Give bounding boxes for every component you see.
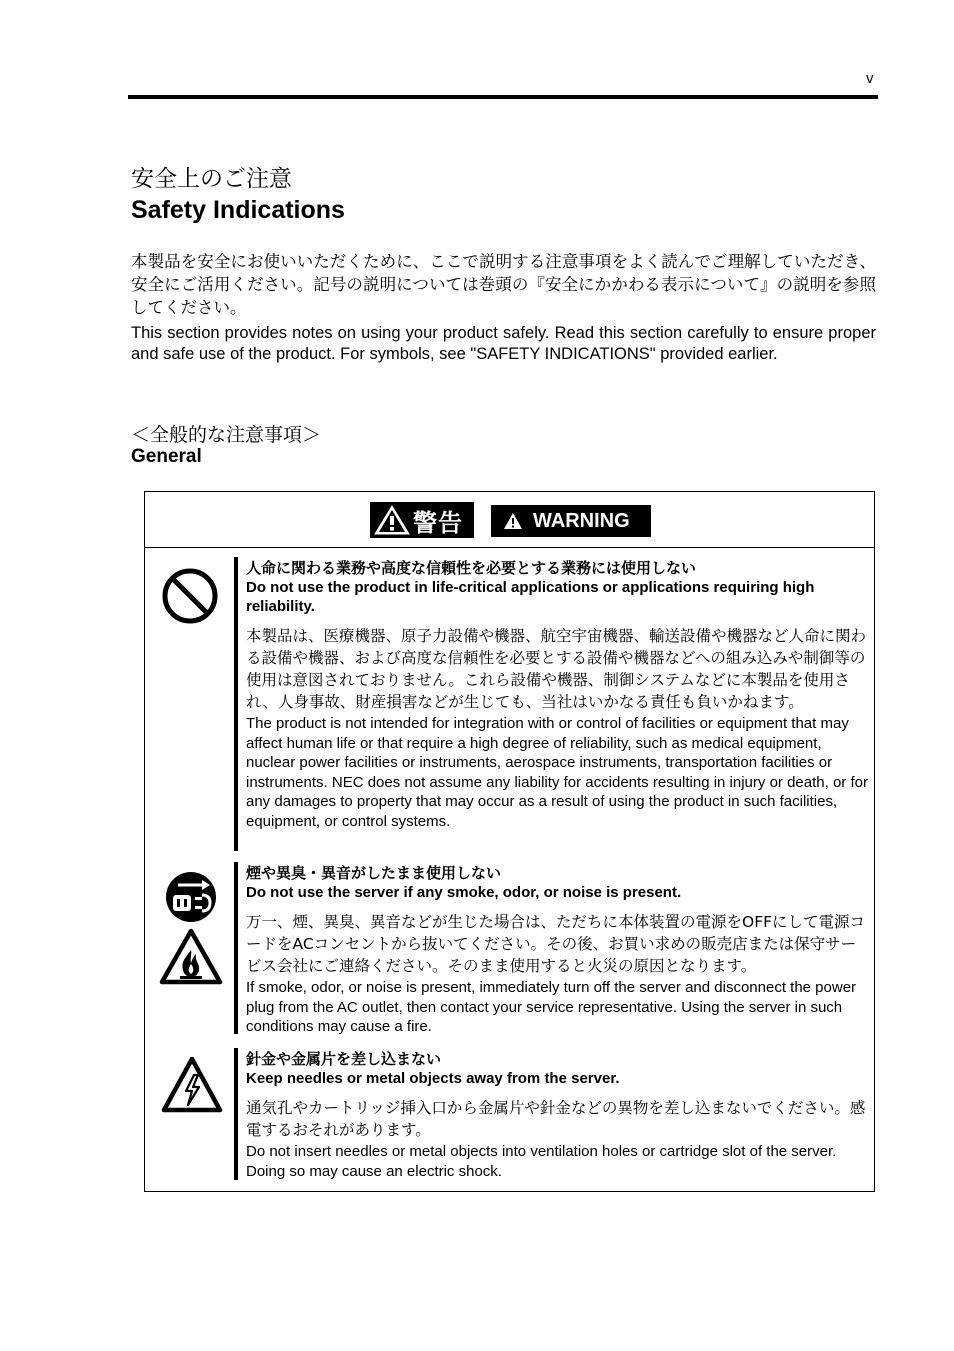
item-title-en: Do not use the server if any smoke, odor, or noise is present. (246, 884, 682, 901)
page-number: v (866, 70, 874, 87)
intro-text-en: This section provides notes on using your product safely. Read this section carefully to ensure proper and safe use of the product. For symbols, see "SAFETY INDICATIONS" provided earlier. (131, 324, 876, 363)
header-rule (128, 95, 878, 99)
item-body-ja: 通気孔やカートリッジ挿入口から金属片や針金などの異物を差し込まないでください。感電するおそれがあります。 (246, 1099, 866, 1139)
item-title-ja: 人命に関わる業務や高度な信頼性を必要とする業務には使用しない (246, 559, 697, 577)
section-heading-en: General (131, 446, 202, 467)
item-bar (234, 1048, 238, 1180)
item-text (246, 559, 868, 831)
warning-box-header (145, 492, 874, 548)
page-title-ja: 安全上のご注意 (131, 166, 292, 192)
item-bar (234, 862, 238, 1034)
item-body-en: Do not insert needles or metal objects into ventilation holes or cartridge slot of the server. Doing so may cause an electric shock. (246, 1143, 837, 1180)
item-body-ja: 万一、煙、異臭、異音などが生じた場合は、ただちに本体装置の電源をOFFにして電源コードをACコンセントから抜いてください。その後、お買い求めの販売店または保守サービス会社にご連絡ください。そのまま使用すると火災の原因となります。 (246, 913, 866, 975)
item-title-en: Keep needles or metal objects away from the server. (246, 1070, 620, 1087)
prohibition-icon (161, 567, 219, 625)
item-text (246, 1050, 868, 1181)
warning-label-en: WARNING (491, 505, 651, 537)
warning-triangle-icon (373, 504, 411, 536)
warning-label-ja: 警告 (370, 502, 474, 538)
item-title-ja: 針金や金属片を差し込まない (246, 1050, 442, 1068)
warning-box (144, 491, 875, 1192)
item-body-en: If smoke, odor, or noise is present, immediately turn off the server and disconnect the power plug from the AC outlet, then contact your service representative. Using the server in such conditions may cause a fire. (246, 979, 857, 1035)
intro-text-ja: 本製品を安全にお使いいただくために、ここで説明する注意事項をよく読んでご理解していただき、安全にご活用ください。記号の説明については巻頭の『安全にかかわる表示について』の説明を参照してください。 (131, 252, 876, 317)
unplug-icon (164, 870, 218, 924)
item-title-ja: 煙や異臭・異音がしたまま使用しない (246, 864, 502, 882)
warning-triangle-icon (503, 512, 523, 530)
item-title-en: Do not use the product in life-critical applications or applications requiring high reliability. (246, 579, 815, 615)
item-body-en: The product is not intended for integration with or control of facilities or equipment that may affect human life or that require a high degree of reliability, such as medical equipment, nuclear power facilities or instruments, aerospace instruments, transportation facilities or instruments. NEC does not assume any liability for accidents resulting in injury or death, or for any damages to property that may occur as a result of using the product in such facilities, equipment, or control systems. (246, 715, 868, 830)
item-body-ja: 本製品は、医療機器、原子力設備や機器、航空宇宙機器、輸送設備や機器など人命に関わる設備や機器、および高度な信頼性を必要とする設備や機器などへの組み込みや制御等の使用は意図されておりません。これら設備や機器、制御システムなどに本製品を使用され、人身事故、財産損害などが生じても、当社はいかなる責任も負いかねます。 (246, 627, 867, 711)
item-bar (234, 557, 238, 851)
section-heading-ja: ＜全般的な注意事項＞ (131, 424, 322, 446)
item-text (246, 864, 868, 1037)
electric-shock-icon (161, 1056, 223, 1114)
page-title-en: Safety Indications (131, 196, 345, 224)
fire-icon (159, 928, 223, 986)
